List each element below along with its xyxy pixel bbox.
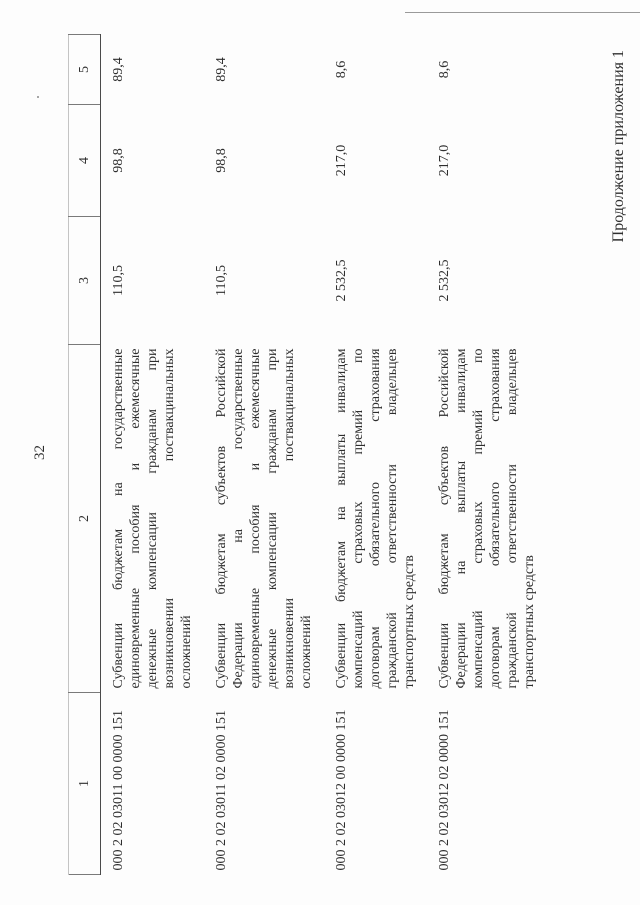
value-column-4: 217,0: [334, 144, 349, 177]
value-column-4: 98,8: [111, 148, 126, 173]
column-number-row: [69, 35, 101, 875]
description-line: Субвенции бюджетам субъектов Российской: [437, 348, 452, 689]
budget-code: 000 2 02 03012 02 0000 151: [437, 709, 452, 871]
value-column-5: 8,6: [334, 60, 349, 79]
table-row: [324, 35, 427, 875]
row-description: [324, 345, 427, 693]
description-line: единовременные пособия и ежемесячные: [128, 348, 143, 689]
description-line: договорам обязательного страхования: [488, 348, 503, 689]
table-row: [427, 35, 547, 875]
description-line: Субвенции бюджетам на выплаты инвалидам: [334, 348, 349, 689]
budget-code: 000 2 02 03012 00 0000 151: [334, 709, 349, 871]
description-line: единовременные пособия и ежемесячные: [248, 348, 263, 689]
description-line: Федерации на государственные: [231, 348, 246, 689]
description-line: компенсаций страховых премий по: [471, 348, 486, 689]
description-line: Федерации на выплаты инвалидам: [454, 348, 469, 689]
value-column-4: 98,8: [214, 148, 229, 173]
description-line: транспортных средств: [402, 555, 417, 689]
value-column-3: 110,5: [111, 265, 126, 296]
page-number: 32: [32, 445, 48, 460]
table-row: [101, 35, 205, 875]
value-column-3: 2 532,5: [334, 259, 349, 302]
description-line: Субвенции бюджетам на государственные: [111, 348, 126, 689]
value-column-5: 89,4: [214, 57, 229, 82]
description-line: гражданской ответственности владельцев: [385, 348, 400, 689]
description-line: осложнений: [179, 615, 194, 689]
budget-code: 000 2 02 03011 02 0000 151: [214, 710, 229, 871]
column-number: 1: [69, 693, 101, 875]
value-column-3: 2 532,5: [437, 259, 452, 302]
column-number: 5: [69, 35, 101, 105]
value-column-4: 217,0: [437, 144, 452, 177]
row-description: [101, 345, 205, 693]
description-line: денежные компенсации гражданам при: [265, 348, 280, 689]
description-line: возникновении поствакцинальных: [282, 348, 297, 689]
value-column-3: 110,5: [214, 265, 229, 296]
column-number: 2: [69, 345, 101, 693]
description-line: договорам обязательного страхования: [368, 348, 383, 689]
column-number: 3: [69, 217, 101, 345]
description-line: денежные компенсации гражданам при: [145, 348, 160, 689]
column-number: 4: [69, 105, 101, 217]
budget-table: [68, 34, 547, 875]
description-line: гражданской ответственности владельцев: [505, 348, 520, 689]
value-column-5: 89,4: [111, 57, 126, 82]
description-line: возникновении поствакцинальных: [162, 348, 177, 689]
row-description: [204, 345, 324, 693]
value-column-5: 8,6: [437, 60, 452, 79]
description-line: транспортных средств: [522, 555, 537, 689]
description-line: Субвенции бюджетам субъектов Российской: [214, 348, 229, 689]
description-line: компенсаций страховых премий по: [351, 348, 366, 689]
row-description: [427, 345, 547, 693]
appendix-continuation-heading: Продолжение приложения 1: [610, 50, 627, 243]
budget-code: 000 2 02 03011 00 0000 151: [111, 710, 126, 871]
description-line: осложнений: [299, 615, 314, 689]
table-row: [204, 35, 324, 875]
